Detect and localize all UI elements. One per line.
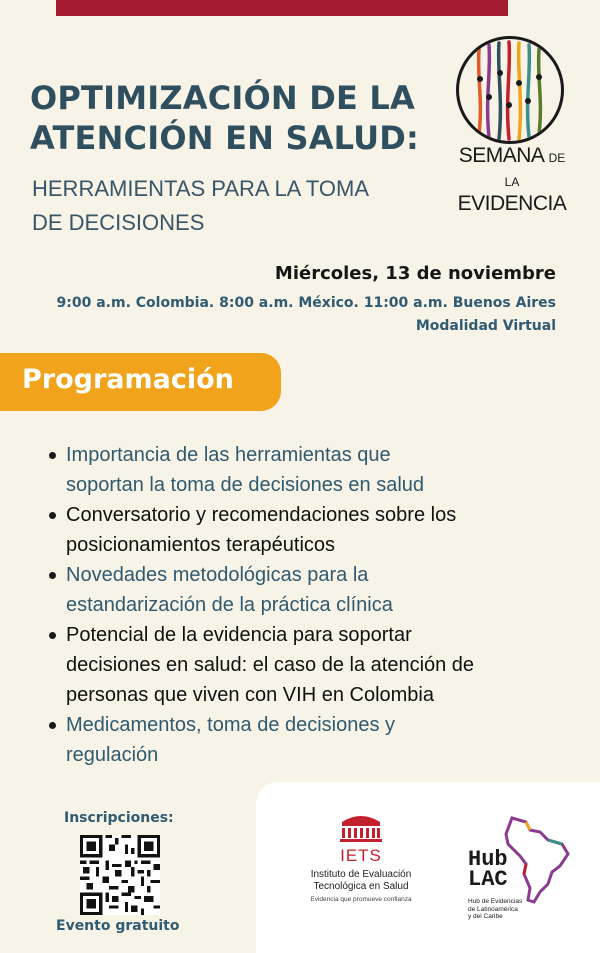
item-line: regulación [66,744,159,766]
partners-panel [256,782,600,953]
qr-code-icon[interactable] [80,835,160,915]
iets-logo [286,812,436,903]
hub-desc-line: Hub de Evidencias [468,898,523,905]
program-heading-tab [0,353,281,411]
hublac-description [468,898,522,921]
hublac-logo [464,814,574,934]
program-list [46,440,576,770]
hub-desc-line: de Latinoamérica [468,905,518,913]
event-schedule [57,292,556,338]
item-line: personas que viven con VIH en Colombia [66,684,434,706]
top-accent-bar [56,0,508,16]
lac-word: LAC [468,867,508,892]
iets-tagline: Evidencia que promueve confianza [310,896,412,903]
iets-full-line: Tecnológica en Salud [313,881,409,892]
title-line-1: OPTIMIZACIÓN DE LA [30,79,415,117]
semana-wordmark [448,145,576,215]
item-line: Novedades metodológicas para la [66,564,369,586]
list-item [46,710,576,770]
title-line-2: ATENCIÓN EN SALUD: [30,119,420,157]
hublac-wordmark [468,847,508,892]
semana-de: DE [548,151,566,165]
list-item [46,620,576,710]
ropes-icon [456,36,564,144]
list-item [46,500,576,560]
iets-name: IETS [340,846,382,865]
semana-evidencia-logo [452,32,572,215]
semana-la: LA [504,175,520,189]
event-title [30,78,450,158]
event-subtitle [32,172,432,240]
list-item [46,560,576,620]
item-line: Conversatorio y recomendaciones sobre los [66,504,457,526]
semana-word: SEMANA [458,144,544,167]
hub-desc-line: y del Caribe [468,913,503,920]
event-date: Miércoles, 13 de noviembre [274,263,556,284]
subtitle-line-2: DE DECISIONES [32,210,205,235]
iets-full-line: Instituto de Evaluación [310,869,412,880]
event-times: 9:00 a.m. Colombia. 8:00 a.m. México. 11:00 a.m. Buenos Aires [56,295,556,311]
free-event-label: Evento gratuito [56,918,180,934]
item-line: posicionamientos terapéuticos [66,534,336,556]
item-line: decisiones en salud: el caso de la atención de [66,654,475,676]
item-line: Potencial de la evidencia para soportar [66,624,412,646]
item-line: soportan la toma de decisiones en salud [66,474,425,496]
registration-label: Inscripciones: [64,810,174,826]
program-heading: Programación [22,364,234,395]
iets-full-name [286,869,436,893]
item-line: Medicamentos, toma de decisiones y [66,714,396,736]
event-mode: Modalidad Virtual [415,318,556,334]
hub-word: Hub [468,847,508,872]
item-line: Importancia de las herramientas que [66,444,391,466]
evidencia-word: EVIDENCIA [457,192,567,215]
list-item [46,440,576,500]
item-line: estandarización de la práctica clínica [66,594,393,616]
building-icon [338,812,384,842]
subtitle-line-1: HERRAMIENTAS PARA LA TOMA [32,176,370,201]
